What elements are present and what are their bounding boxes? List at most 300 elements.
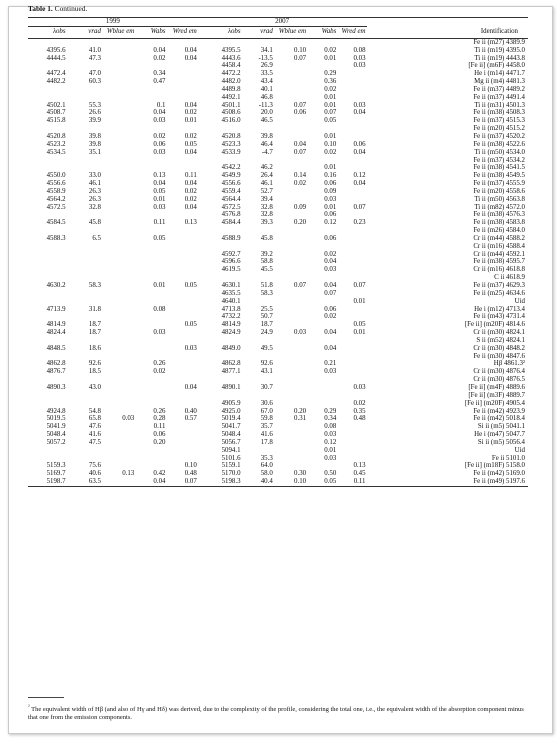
- table-row: [28, 423, 528, 431]
- identification-cell: Cr ii (m44) 4588.2: [473, 234, 525, 242]
- identification-cell: Fe ii (m42) 5169.0: [473, 470, 525, 478]
- table-cell: 25.5: [260, 305, 273, 313]
- table-row: [28, 94, 528, 102]
- table-cell: [274, 157, 307, 165]
- table-row: [28, 78, 528, 86]
- table-cell: [102, 251, 135, 259]
- table-cell: 0.13: [353, 462, 366, 470]
- table-cell: 0.06: [153, 431, 166, 439]
- table-cell: [166, 329, 197, 337]
- column-header-row: [28, 26, 528, 38]
- table-row: [28, 211, 528, 219]
- column-header: Wabs: [135, 26, 166, 38]
- table-cell: 0.02: [153, 54, 166, 62]
- table-cell: 46.1: [260, 180, 273, 188]
- table-cell: 0.01: [324, 93, 337, 101]
- table-cell: 0.12: [324, 438, 337, 446]
- identification-cell: Fe ii (m38) 4576.3: [473, 211, 525, 219]
- table-cell: 0.07: [324, 289, 337, 297]
- identification-cell: Fe ii (m38) 4583.8: [473, 219, 525, 227]
- identification-cell: Ti ii (m19) 4395.0: [474, 46, 525, 54]
- identification-cell: He i (m14) 4471.7: [474, 70, 525, 78]
- table-row: [28, 447, 528, 455]
- table-cell: 0.03: [353, 101, 366, 109]
- table-cell: 0.03: [153, 203, 166, 211]
- table-cell: 24.9: [260, 329, 273, 337]
- table-cell: [242, 353, 274, 361]
- table-cell: [198, 243, 242, 251]
- table-cell: 43.1: [260, 368, 273, 376]
- table-cell: [28, 227, 67, 235]
- table-cell: 0.03: [353, 383, 366, 391]
- table-cell: [242, 157, 274, 165]
- table-cell: [242, 392, 274, 400]
- table-cell: 0.05: [153, 234, 166, 242]
- table-cell: 65.8: [88, 415, 101, 423]
- table-cell: 4862.8: [221, 360, 241, 368]
- table-cell: [135, 38, 166, 46]
- table-cell: 0.42: [153, 470, 166, 478]
- table-cell: [337, 117, 366, 125]
- table-cell: 0.13: [184, 219, 197, 227]
- table-cell: 49.5: [260, 344, 273, 352]
- identification-cell: Fe ii (m37) 4534.2: [473, 156, 525, 164]
- table-row: [28, 204, 528, 212]
- table-cell: 0.23: [353, 219, 366, 227]
- table-cell: 0.09: [294, 203, 307, 211]
- table-cell: [274, 321, 307, 329]
- table-cell: 26.3: [88, 195, 101, 203]
- table-cell: [135, 94, 166, 102]
- table-row: [28, 243, 528, 251]
- table-cell: [274, 117, 307, 125]
- table-cell: 47.5: [88, 438, 101, 446]
- table-cell: [28, 164, 67, 172]
- table-cell: [307, 392, 337, 400]
- table-cell: [274, 384, 307, 392]
- table-cell: [67, 86, 102, 94]
- table-cell: 0.04: [184, 383, 197, 391]
- table-cell: [102, 133, 135, 141]
- table-cell: [28, 94, 67, 102]
- table-caption-label: Table 1.: [28, 4, 53, 13]
- table-cell: [67, 298, 102, 306]
- table-cell: [102, 282, 135, 290]
- year-2007-header: 2007: [198, 18, 367, 27]
- table-cell: [307, 125, 337, 133]
- table-cell: 32.8: [260, 203, 273, 211]
- table-cell: 5101.6: [221, 454, 241, 462]
- identification-cell: Fe ii (m38) 4508.3: [473, 109, 525, 117]
- column-header: Identification: [367, 26, 528, 38]
- table-cell: [198, 38, 242, 46]
- table-cell: [102, 227, 135, 235]
- table-cell: 5048.4: [46, 431, 66, 439]
- table-cell: [166, 306, 197, 314]
- table-cell: 0.07: [353, 203, 366, 211]
- table-cell: [28, 298, 67, 306]
- table-cell: [135, 62, 166, 70]
- table-cell: 4592.7: [221, 250, 241, 258]
- table-row: [28, 125, 528, 133]
- column-header: λobs: [198, 26, 242, 38]
- table-cell: [274, 235, 307, 243]
- table-cell: 4576.8: [221, 211, 241, 219]
- table-cell: [67, 62, 102, 70]
- table-cell: [337, 86, 366, 94]
- identification-cell: S ii (m52) 4824.1: [476, 336, 525, 344]
- identification-cell: Fe ii (m37) 4629.3: [473, 282, 525, 289]
- table-cell: 4877.1: [221, 368, 241, 376]
- table-body: [28, 38, 528, 486]
- table-cell: 51.8: [260, 282, 273, 289]
- table-cell: 31.8: [88, 305, 101, 313]
- table-cell: 40.1: [260, 85, 273, 93]
- table-cell: [274, 133, 307, 141]
- table-cell: 0.02: [294, 180, 307, 188]
- table-cell: [307, 376, 337, 384]
- table-cell: 0.08: [353, 46, 366, 54]
- table-cell: [166, 447, 197, 455]
- table-cell: 4890.1: [221, 383, 241, 391]
- year-header-spacer: [367, 18, 528, 27]
- table-row: [28, 306, 528, 314]
- table-row: [28, 157, 528, 165]
- table-cell: 4533.9: [221, 148, 241, 156]
- table-cell: [28, 125, 67, 133]
- table-cell: 52.7: [260, 187, 273, 195]
- table-cell: -11.3: [258, 101, 273, 109]
- identification-cell: Fe ii 5101.0: [491, 454, 525, 462]
- identification-cell: Cr ii (m16) 4588.4: [473, 242, 525, 250]
- table-cell: 30.7: [260, 383, 273, 391]
- table-cell: [274, 306, 307, 314]
- table-row: [28, 196, 528, 204]
- table-cell: [337, 78, 366, 86]
- table-cell: 63.5: [67, 478, 102, 486]
- identification-cell: Ti ii (m19) 4443.8: [474, 54, 525, 62]
- table-cell: [135, 353, 166, 361]
- table-cell: [307, 321, 337, 329]
- table-cell: 4584.5: [46, 219, 66, 227]
- table-cell: 0.07: [294, 54, 307, 62]
- table-cell: 0.12: [353, 172, 366, 180]
- table-cell: [337, 368, 366, 376]
- table-cell: [198, 157, 242, 165]
- identification-cell: Fe ii (m26) 4584.0: [473, 227, 525, 235]
- table-cell: [274, 188, 307, 196]
- table-cell: 58.0: [260, 470, 273, 478]
- table-cell: [166, 368, 197, 376]
- table-cell: 0.11: [184, 172, 197, 180]
- identification-cell: Fe ii (m38) 4595.7: [473, 258, 525, 266]
- table-cell: 0.34: [324, 415, 337, 423]
- table-cell: 0.20: [153, 438, 166, 446]
- table-cell: 4534.5: [46, 148, 66, 156]
- table-row: [28, 368, 528, 376]
- table-cell: 4630.1: [221, 282, 241, 289]
- table-cell: 0.05: [184, 321, 197, 329]
- table-cell: [102, 274, 135, 282]
- table-row: [28, 415, 528, 423]
- table-cell: 46.4: [260, 140, 273, 148]
- identification-cell: [Fe ii] (m18F) 5158.0: [464, 462, 525, 470]
- table-cell: [102, 376, 135, 384]
- table-cell: 4924.8: [46, 407, 66, 415]
- table-cell: [166, 211, 197, 219]
- table-cell: [67, 392, 102, 400]
- table-cell: 50.7: [260, 313, 273, 321]
- table-cell: [337, 133, 366, 141]
- table-cell: [67, 251, 102, 259]
- table-cell: [135, 313, 166, 321]
- table-cell: [337, 274, 366, 282]
- table-cell: [337, 251, 366, 259]
- table-cell: 0.08: [153, 305, 166, 313]
- identification-cell: Fe ii (m25) 4634.6: [473, 289, 525, 297]
- table-caption: [28, 4, 87, 13]
- table-cell: 4849.0: [221, 344, 241, 352]
- table-cell: [307, 157, 337, 165]
- table-cell: [166, 392, 197, 400]
- identification-cell: Hβ 4861.3²: [493, 360, 525, 368]
- table-cell: [28, 447, 67, 455]
- table-row: [28, 345, 528, 353]
- table-cell: 0.11: [337, 478, 366, 486]
- table-cell: 0.03: [324, 431, 337, 439]
- table-cell: [102, 125, 135, 133]
- table-cell: 0.04: [184, 46, 197, 54]
- identification-cell: Fe ii (m27) 4389.9: [473, 38, 525, 46]
- table-row: [28, 282, 528, 290]
- table-cell: 5056.7: [221, 438, 241, 446]
- table-cell: 35.7: [260, 423, 273, 431]
- table-cell: [135, 290, 166, 298]
- table-cell: 0.01: [184, 117, 197, 125]
- table-cell: 5041.7: [221, 423, 241, 431]
- table-cell: 0.04: [184, 101, 197, 109]
- table-row: [28, 337, 528, 345]
- table-cell: 0.16: [324, 172, 337, 180]
- table-cell: 0.04: [153, 180, 166, 188]
- table-cell: 0.04: [294, 140, 307, 148]
- table-cell: [67, 125, 102, 133]
- table-cell: 0.01: [324, 446, 337, 454]
- table-cell: [198, 376, 242, 384]
- table-cell: 54.8: [88, 407, 101, 415]
- table-cell: [198, 392, 242, 400]
- table-cell: 4814.9: [221, 321, 241, 329]
- table-cell: 0.36: [324, 78, 337, 86]
- table-cell: [274, 447, 307, 455]
- table-cell: 58.3: [260, 289, 273, 297]
- table-cell: 4542.2: [221, 164, 241, 172]
- table-cell: [102, 408, 135, 416]
- table-row: [28, 258, 528, 266]
- year-1999-header: 1999: [28, 18, 198, 27]
- line-identification-table: [28, 17, 528, 487]
- table-cell: [274, 423, 307, 431]
- table-cell: [102, 462, 135, 470]
- table-cell: [166, 313, 197, 321]
- table-cell: [274, 211, 307, 219]
- identification-cell: Fe ii (m37) 4520.2: [473, 132, 525, 140]
- table-cell: [274, 455, 307, 463]
- table-cell: [242, 243, 274, 251]
- table-cell: 18.7: [88, 321, 101, 329]
- table-cell: [166, 258, 197, 266]
- table-cell: [102, 478, 135, 486]
- table-cell: 39.2: [260, 250, 273, 258]
- table-cell: 33.5: [260, 70, 273, 78]
- table-cell: [274, 62, 307, 70]
- table-cell: 35.1: [88, 148, 101, 156]
- table-cell: [198, 125, 242, 133]
- table-row: [28, 384, 528, 392]
- column-header: Wabs: [307, 26, 337, 38]
- table-cell: [102, 266, 135, 274]
- table-cell: 0.35: [353, 407, 366, 415]
- table-row: [28, 109, 528, 117]
- table-cell: [166, 235, 197, 243]
- table-cell: [28, 258, 67, 266]
- table-cell: 4584.4: [221, 219, 241, 227]
- table-row: [28, 455, 528, 463]
- table-cell: 0.14: [294, 172, 307, 180]
- year-header-row: [28, 18, 528, 27]
- table-cell: [102, 78, 135, 86]
- table-row: [28, 227, 528, 235]
- table-cell: [166, 86, 197, 94]
- column-header: Wblue em: [102, 26, 135, 38]
- table-cell: 26.6: [88, 109, 101, 117]
- table-cell: 0.29: [324, 407, 337, 415]
- table-cell: 0.03: [324, 266, 337, 274]
- identification-cell: Fe ii (m20) 4515.2: [473, 125, 525, 133]
- table-cell: [102, 353, 135, 361]
- table-cell: [166, 337, 197, 345]
- table-row: [28, 360, 528, 368]
- identification-cell: Cr ii (m30) 4824.1: [473, 329, 525, 337]
- table-cell: [166, 243, 197, 251]
- table-cell: [102, 55, 135, 63]
- table-cell: [28, 157, 67, 165]
- table-cell: [28, 274, 67, 282]
- table-cell: [67, 211, 102, 219]
- identification-cell: Fe ii (m37) 4491.4: [473, 93, 525, 101]
- table-cell: 75.6: [88, 462, 101, 470]
- table-cell: [166, 439, 197, 447]
- table-cell: 35.3: [260, 454, 273, 462]
- table-cell: 59.8: [260, 415, 273, 423]
- table-cell: [135, 125, 166, 133]
- table-cell: [102, 47, 135, 55]
- table-cell: [274, 368, 307, 376]
- table-cell: [274, 360, 307, 368]
- table-cell: 55.3: [88, 101, 101, 109]
- table-cell: 41.0: [88, 46, 101, 54]
- table-cell: 0.01: [353, 297, 366, 305]
- table-cell: 4588.3: [46, 234, 66, 242]
- table-cell: 0.02: [184, 109, 197, 117]
- table-cell: [102, 149, 135, 157]
- table-cell: 4501.1: [221, 101, 241, 109]
- table-cell: [67, 258, 102, 266]
- table-cell: 41.6: [88, 431, 101, 439]
- identification-cell: [Fe ii] (m3F) 4889.7: [468, 391, 525, 399]
- table-cell: 0.04: [153, 109, 166, 117]
- identification-cell: Uid: [514, 297, 525, 305]
- table-cell: 0.01: [324, 132, 337, 140]
- table-cell: 0.26: [153, 407, 166, 415]
- table-cell: [102, 204, 135, 212]
- table-cell: 0.03: [353, 62, 366, 70]
- table-cell: 0.10: [274, 478, 307, 486]
- table-cell: 39.8: [260, 132, 273, 140]
- table-cell: 6.5: [92, 234, 101, 242]
- table-cell: 4824.4: [46, 329, 66, 337]
- table-cell: 4556.6: [221, 180, 241, 188]
- table-cell: 0.02: [184, 195, 197, 203]
- column-header: vrad: [242, 26, 274, 38]
- table-cell: [337, 290, 366, 298]
- table-cell: 64.0: [260, 462, 273, 470]
- table-row: [28, 164, 528, 172]
- table-cell: 0.04: [184, 203, 197, 211]
- table-cell: [102, 345, 135, 353]
- table-cell: [274, 164, 307, 172]
- table-cell: [102, 164, 135, 172]
- table-cell: 18.7: [88, 329, 101, 337]
- table-cell: 4596.6: [221, 258, 241, 266]
- table-cell: 4619.5: [221, 266, 241, 274]
- table-row: [28, 462, 528, 470]
- table-row: [28, 149, 528, 157]
- identification-cell: Ti ii (m50) 4534.0: [474, 148, 525, 156]
- identification-cell: Cr ii (m30) 4876.5: [473, 376, 525, 384]
- table-cell: 0.28: [153, 415, 166, 423]
- table-cell: [337, 447, 366, 455]
- table-cell: [102, 321, 135, 329]
- table-cell: 5019.5: [46, 415, 66, 423]
- identification-cell: He i (m47) 5047.7: [474, 431, 525, 439]
- table-cell: [337, 125, 366, 133]
- table-cell: 0.03: [153, 329, 166, 337]
- identification-cell: Si ii (m5) 5056.4: [477, 438, 525, 446]
- table-cell: [135, 157, 166, 165]
- table-cell: [274, 353, 307, 361]
- table-cell: [67, 455, 102, 463]
- identification-cell: Ti ii (m50) 4563.8: [474, 195, 525, 203]
- table-cell: [166, 164, 197, 172]
- table-cell: 4395.6: [46, 46, 66, 54]
- identification-cell: Si ii (m5) 5041.1: [477, 423, 525, 431]
- table-cell: 0.20: [294, 219, 307, 227]
- table-cell: 4444.5: [46, 54, 66, 62]
- table-row: [28, 70, 528, 78]
- table-cell: 0.09: [324, 187, 337, 195]
- table-cell: 30.6: [260, 399, 273, 407]
- table-cell: [337, 439, 366, 447]
- table-cell: [102, 392, 135, 400]
- table-cell: 0.08: [324, 423, 337, 431]
- table-cell: [166, 298, 197, 306]
- identification-cell: Ti ii (m82) 4572.0: [474, 203, 525, 211]
- table-cell: 4443.6: [221, 54, 241, 62]
- table-cell: 0.05: [307, 478, 337, 486]
- table-row: [28, 133, 528, 141]
- table-cell: [307, 38, 337, 46]
